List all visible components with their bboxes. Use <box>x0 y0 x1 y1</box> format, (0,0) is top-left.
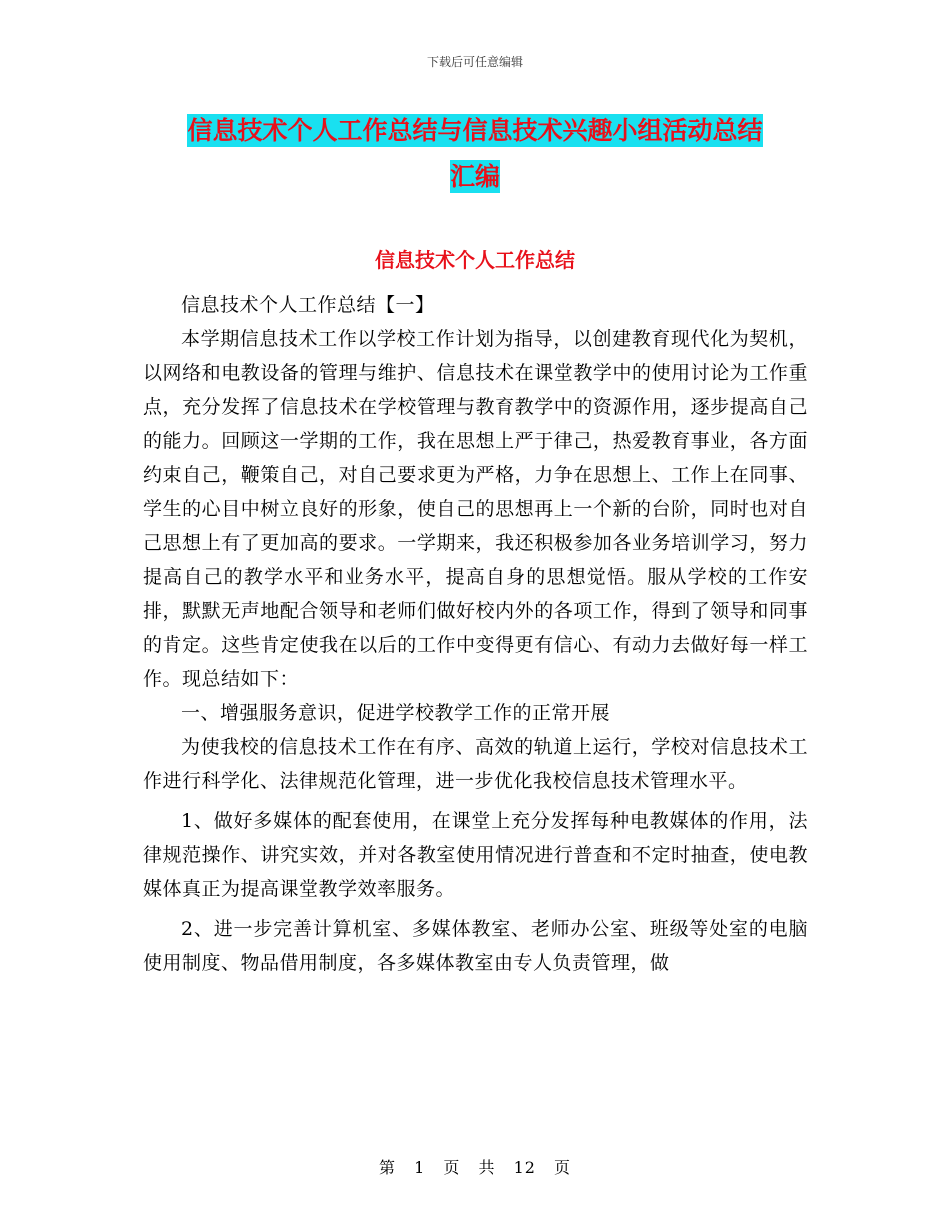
document-title-line1: 信息技术个人工作总结与信息技术兴趣小组活动总结 <box>187 116 763 145</box>
document-body <box>143 288 808 980</box>
footer-total-pages: 12 <box>513 1158 536 1177</box>
footer-total-label: 共 <box>478 1158 496 1177</box>
document-title-line2: 汇编 <box>449 162 500 191</box>
footer-page-number: 1 <box>414 1158 426 1177</box>
document-title <box>150 108 800 200</box>
page-footer <box>0 1155 950 1178</box>
paragraph: 2、进一步完善计算机室、多媒体教室、老师办公室、班级等处室的电脑使用制度、物品借用制度，各多媒体教室由专人负责管理，做 <box>143 918 808 974</box>
section-title: 信息技术个人工作总结 <box>375 248 575 272</box>
paragraph: 信息技术个人工作总结【一】 <box>181 294 435 316</box>
header-note: 下载后可任意编辑 <box>426 55 523 69</box>
paragraph: 一、增强服务意识，促进学校教学工作的正常开展 <box>181 702 611 724</box>
footer-page-unit: 页 <box>443 1158 461 1177</box>
paragraph: 本学期信息技术工作以学校工作计划为指导，以创建教育现代化为契机，以网络和电教设备的管理与维护、信息技术在课堂教学中的使用讨论为工作重点，充分发挥了信息技术在学校管理与教育教学中的资源作用，逐步提高自己的能力。回顾这一学期的工作，我在思想上严于律己，热爱教育事业，各方面约束自己，鞭策自己，对自己要求更为严格，力争在思想上、工作上在同事、学生的心目中树立良好的形象，使自己的思想再上一个新的台阶，同时也对自己思想上有了更加高的要求。一学期来，我还积极参加各业务培训学习，努力提高自己的教学水平和业务水平，提高自身的思想觉悟。服从学校的工作安排，默默无声地配合领导和老师们做好校内外的各项工作，得到了领导和同事的肯定。这些肯定使我在以后的工作中变得更有信心、有动力去做好每一样工作。现总结如下： <box>143 328 808 690</box>
footer-total-unit: 页 <box>554 1158 572 1177</box>
paragraph: 1、做好多媒体的配套使用，在课堂上充分发挥每种电教媒体的作用，法律规范操作、讲究实效，并对各教室使用情况进行普查和不定时抽查，使电教媒体真正为提高课堂教学效率服务。 <box>143 810 808 900</box>
footer-page-label: 第 <box>378 1158 396 1177</box>
paragraph: 为使我校的信息技术工作在有序、高效的轨道上运行，学校对信息技术工作进行科学化、法律规范化管理，进一步优化我校信息技术管理水平。 <box>143 736 808 792</box>
